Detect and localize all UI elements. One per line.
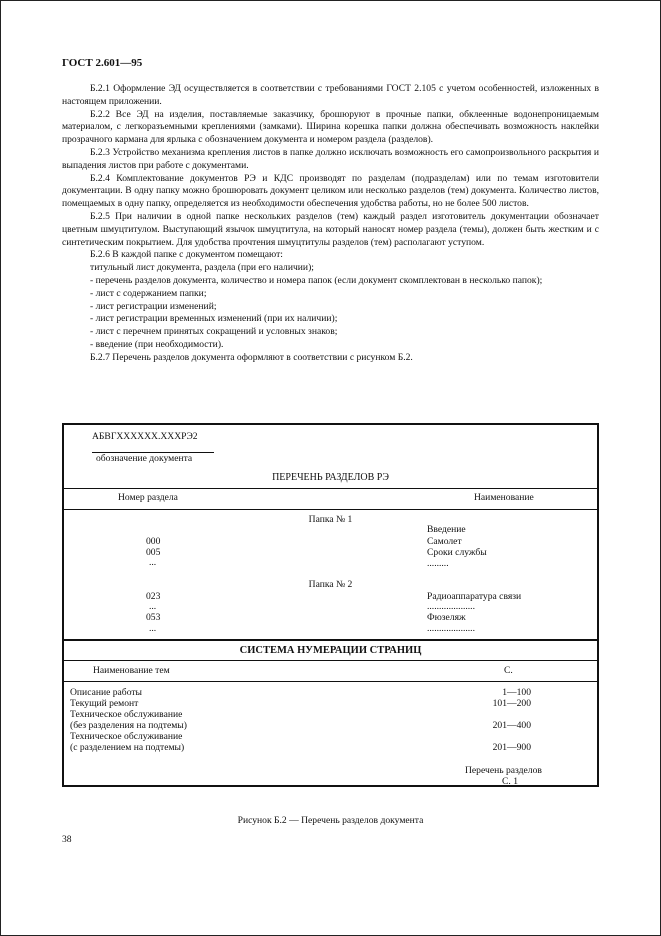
folder-1-name: Самолет (427, 536, 462, 547)
divider (64, 488, 597, 489)
list-item: - введение (при необходимости). (90, 338, 224, 350)
list-title: ПЕРЕЧЕНЬ РАЗДЕЛОВ РЭ (272, 472, 389, 483)
list-item: - лист регистрации временных изменений (при их наличии); (90, 313, 338, 325)
folder-2-name: Фюзеляж (427, 612, 466, 623)
divider (64, 509, 597, 510)
topic-name: Техническое обслуживание (70, 731, 183, 742)
folder-1-name: ......... (427, 558, 449, 569)
topic-pages: 201—900 (492, 742, 531, 753)
topic-pages: 1—100 (502, 687, 531, 698)
folder-2-name: Радиоаппаратура связи (427, 591, 522, 602)
folder-2-name: .................... (427, 623, 475, 634)
folder-1-label: Папка № 1 (308, 514, 353, 525)
folder-1-number: ... (149, 557, 157, 568)
list-item: - лист с перечнем принятых сокращений и условных знаков; (90, 326, 338, 338)
list-item: - лист регистрации изменений; (90, 300, 217, 312)
topic-pages: 201—400 (492, 720, 531, 731)
paragraph: Б.2.6 В каждой папке с документом помещают: (90, 249, 283, 261)
divider (64, 681, 597, 682)
document-code: АБВГXXXXXX.XXXРЭ2 (92, 431, 198, 442)
list-item: - перечень разделов документа, количество и номера папок (если документ скомплектован в несколько папок); (90, 274, 543, 286)
footer-page: С. 1 (502, 776, 518, 787)
folder-2-label: Папка № 2 (308, 579, 353, 590)
figure-caption: Рисунок Б.2 — Перечень разделов документа (237, 815, 424, 826)
folder-1-number: 000 (146, 536, 161, 547)
folder-1-name: Введение (427, 524, 466, 535)
folder-2-number: ... (149, 601, 157, 612)
folder-2-number: ... (149, 623, 157, 634)
figure-b2-box (62, 423, 599, 787)
topic-name: Описание работы (70, 687, 142, 698)
paragraph: Б.2.1 Оформление ЭД осуществляется в соответствии с требованиями ГОСТ 2.105 с учетом особенностей, изложенных в настоящем приложении. (62, 83, 599, 107)
topic-name: (с разделением на подтемы) (70, 742, 185, 753)
code-label: обозначение документа (96, 453, 193, 464)
page-number: 38 (62, 834, 72, 845)
list-item: титульный лист документа, раздела (при его наличии); (90, 262, 314, 274)
topic-name: Текущий ремонт (70, 698, 139, 709)
folder-1-name: Сроки службы (427, 547, 487, 558)
footer-note: Перечень разделов (465, 765, 542, 776)
divider (64, 639, 597, 641)
numbering-title: СИСТЕМА НУМЕРАЦИИ СТРАНИЦ (239, 645, 422, 656)
folder-2-number: 023 (146, 591, 161, 602)
body-text (62, 83, 599, 365)
paragraph: Б.2.5 При наличии в одной папке нескольких разделов (тем) каждый раздел изготовитель документации обозначает цветным шмуцтитулом. Выступающий язычок шмуцтитула, на который наносят номер раздела (темы), должен быть жестким и с синтетическим покрытием. Для удобства прочтения шмуцтитулы разделов (тем) располагают уступом. (62, 210, 599, 248)
paragraph: Б.2.7 Перечень разделов документа оформляют в соответствии с рисунком Б.2. (90, 351, 413, 363)
column-header-topic: Наименование тем (93, 665, 170, 676)
topic-name: Техническое обслуживание (70, 709, 183, 720)
folder-1-number: 005 (146, 547, 161, 558)
list-item: - лист с содержанием папки; (90, 287, 207, 299)
document-header: ГОСТ 2.601—95 (62, 57, 143, 69)
paragraph: Б.2.2 Все ЭД на изделия, поставляемые заказчику, брошюруют в прочные папки, обклеенные водонепроницаемым материалом, с легкоразъемными креплениями (замками). Ширина корешка папки должна обеспечивать возможность наклейки прозрачного кармана для ярлыка с обозначением документа и номером раздела (разделов). (62, 108, 599, 146)
topic-name: (без разделения на подтемы) (70, 720, 187, 731)
topic-pages: 101—200 (492, 698, 531, 709)
folder-2-name: .................... (427, 601, 475, 612)
paragraph: Б.2.3 Устройство механизма крепления листов в папке должно исключать возможность его самопроизвольного раскрытия и выпадения листов при работе с документами. (62, 146, 599, 171)
paragraph: Б.2.4 Комплектование документов РЭ и КДС производят по разделам (подразделам) или по темам изготовители документации. В одну папку можно брошюровать документ целиком или несколько разделов (тем) документа. Количество листов, помещаемых в одну папку, определяется из необходимости обеспечения удобства работы, но не более 500 листов. (62, 172, 599, 210)
divider (64, 660, 597, 661)
column-header-name: Наименование (474, 492, 534, 503)
folder-2-number: 053 (146, 612, 161, 623)
column-header-page: С. (504, 665, 513, 676)
column-header-number: Номер раздела (118, 492, 178, 503)
